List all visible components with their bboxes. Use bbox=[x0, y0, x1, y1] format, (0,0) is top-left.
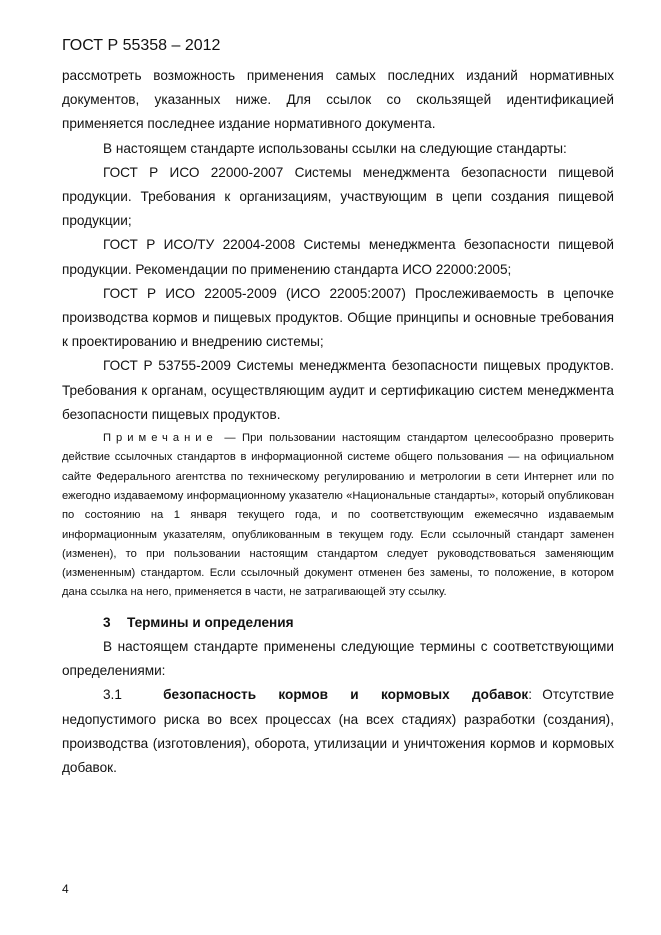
term-number: 3.1 bbox=[103, 687, 122, 703]
reference-item: ГОСТ Р 53755-2009 Системы менеджмента безопасности пищевых продуктов. Требования к органам, осуществляющим аудит и сертификацию систем менеджмента безопасности пищевых продуктов. bbox=[62, 358, 614, 422]
reference-item: ГОСТ Р ИСО/ТУ 22004-2008 Системы менеджмента безопасности пищевой продукции. Рекомендации по применению стандарта ИСО 22000:2005; bbox=[62, 237, 614, 277]
page-number: 4 bbox=[62, 882, 69, 896]
term-name: безопасность кормов и кормовых добавок bbox=[163, 687, 529, 703]
paragraph-references-intro: В настоящем стандарте использованы ссылки на следующие стандарты: bbox=[103, 140, 567, 156]
note-label: Примечание bbox=[103, 432, 218, 445]
section-intro: В настоящем стандарте применены следующие термины с соответствующими определениями: bbox=[62, 638, 614, 679]
section-heading bbox=[62, 611, 614, 635]
term-definition bbox=[62, 683, 614, 780]
section-title: Термины и определения bbox=[127, 614, 294, 630]
paragraph-continuation: рассмотреть возможность применения самых последних изданий нормативных документов, указанных ниже. Для ссылок со скользящей идентификацией применяется последнее издание нормативного документа. bbox=[62, 68, 614, 132]
document-header: ГОСТ Р 55358 – 2012 bbox=[62, 37, 221, 54]
reference-item: ГОСТ Р ИСО 22005-2009 (ИСО 22005:2007) Прослеживаемость в цепочке производства кормов и пищевых продуктов. Общие принципы и основные требования к проектированию и внедрению системы; bbox=[62, 285, 614, 350]
section-number: 3 bbox=[103, 614, 111, 630]
document-body bbox=[62, 64, 614, 780]
note-text: — При пользовании настоящим стандартом целесообразно проверить действие ссылочных стандартов в информационной системе общего пользования — на официальном сайте Федерального агентства по техническому регулированию и метрологии в сети Интернет или по ежегодно издаваемому информационному указателю «Национальные стандарты», который опубликован по состоянию на 1 января текущего года, и по соответствующим ежемесячно издаваемым информационным указателям, опубликованным в текущем году. Если ссылочный стандарт заменен (изменен), то при пользовании настоящим стандартом следует руководствоваться заменяющим (измененным) стандартом. Если ссылочный документ отменен без замены, то положение, в котором дана ссылка на него, применяется в части, не затрагивающей эту ссылку. bbox=[62, 432, 614, 599]
term-text: : Отсутствие недопустимого риска во всех процессах (на всех стадиях) разработки (создания), производства (изготовления), оборота, утилизации и уничтожения кормов и кормовых добавок. bbox=[62, 687, 615, 775]
note-block bbox=[62, 429, 614, 603]
reference-item: ГОСТ Р ИСО 22000-2007 Системы менеджмента безопасности пищевой продукции. Требования к организациям, участвующим в цепи создания пищевой продукции; bbox=[62, 164, 614, 229]
